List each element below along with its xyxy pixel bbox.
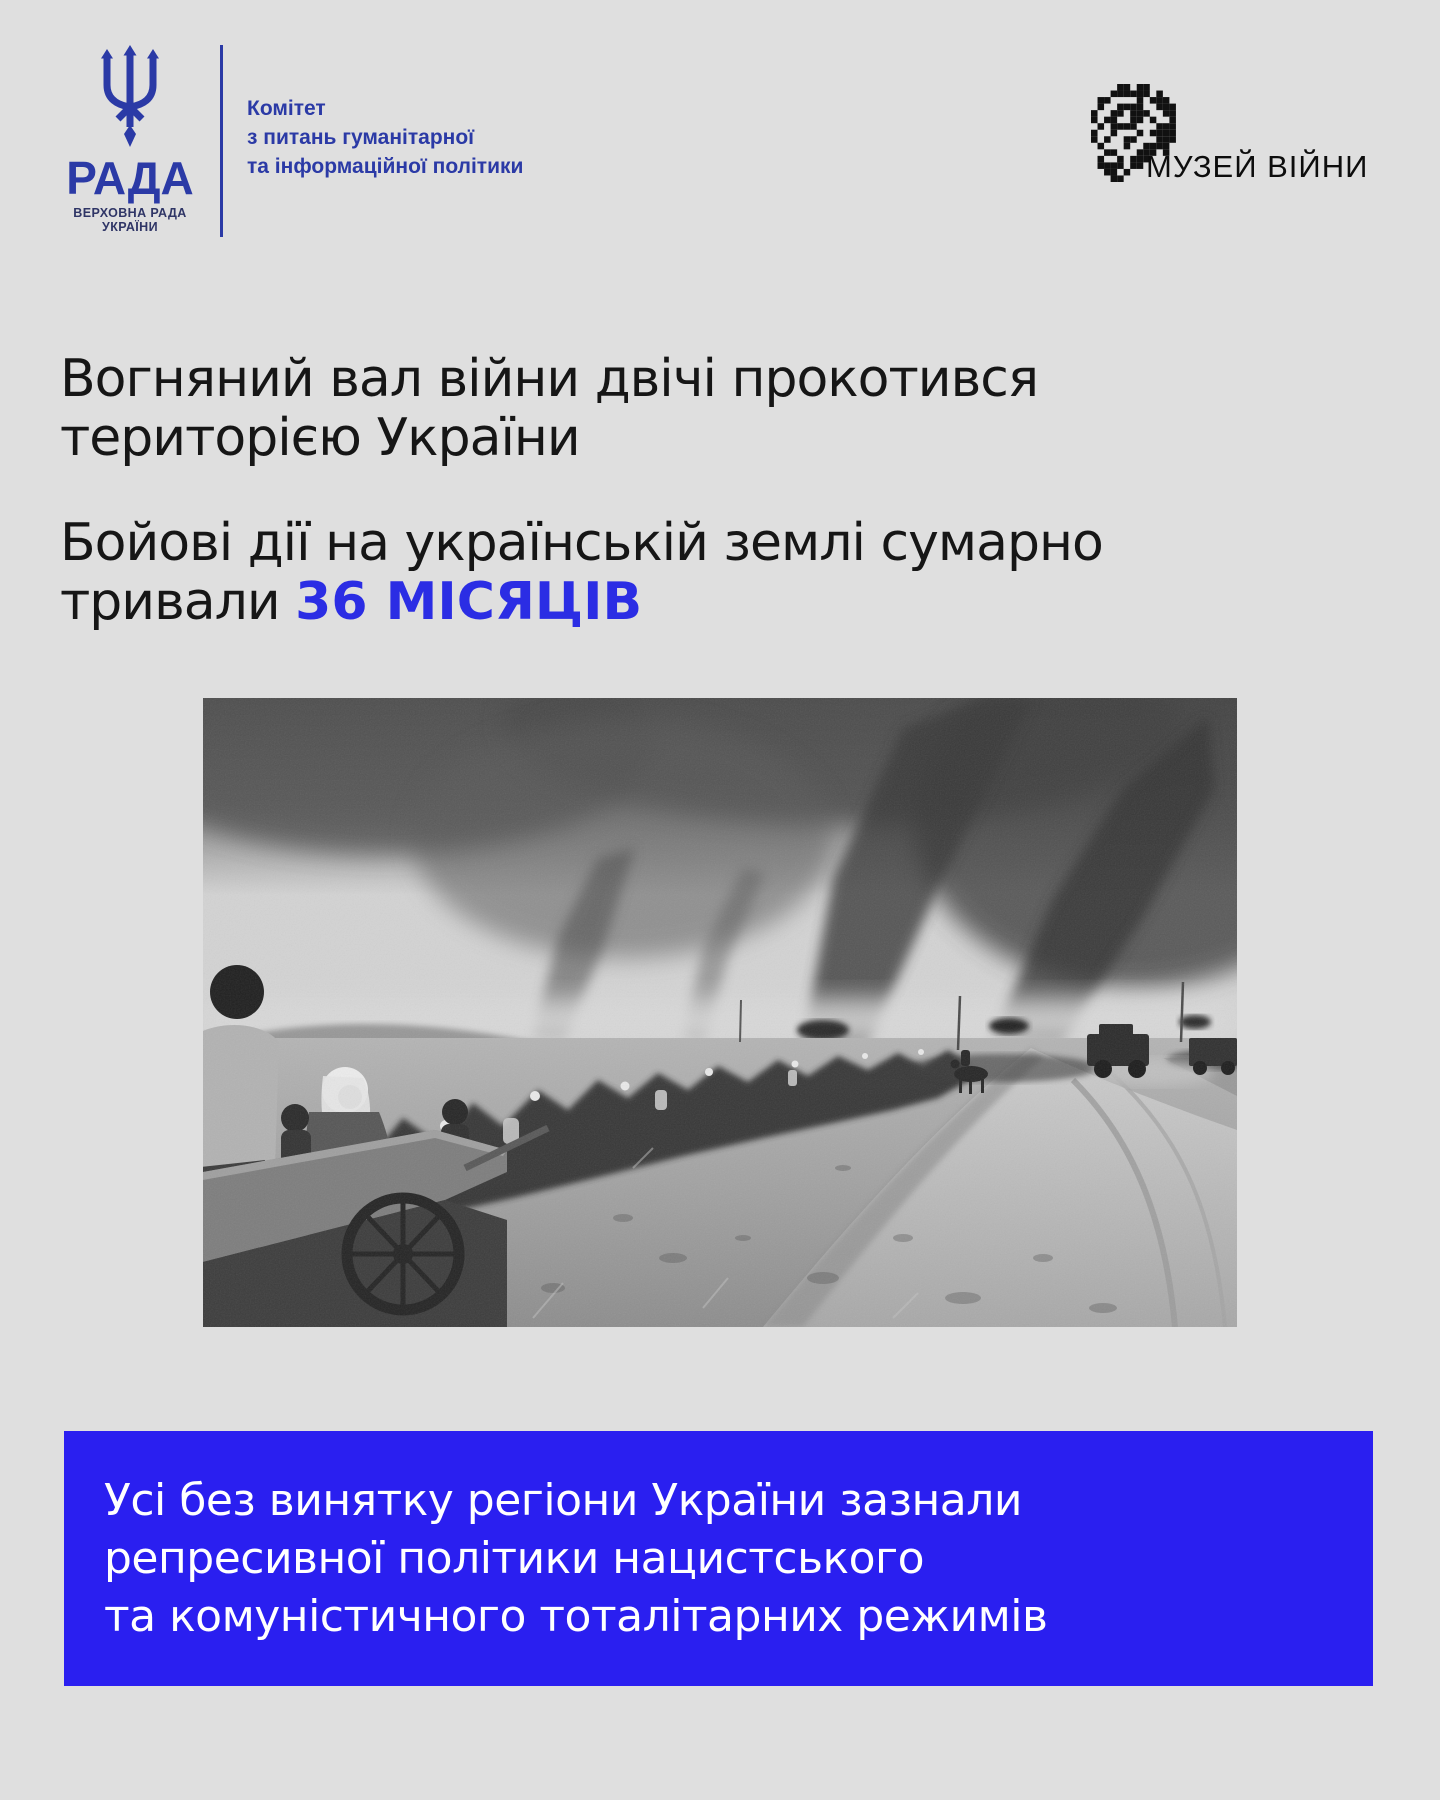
rada-logo — [66, 45, 194, 234]
rada-tagline-line1: ВЕРХОВНА РАДА — [73, 206, 187, 220]
rada-tagline — [66, 206, 194, 234]
headline1-line2: територією України — [60, 408, 580, 468]
historical-photo — [203, 698, 1237, 1327]
banner-line2: репресивної політики нацистського — [104, 1532, 925, 1584]
rada-wordmark: РАДА — [66, 152, 194, 204]
war-museum-logo — [1091, 84, 1401, 194]
conclusion-banner — [64, 1431, 1373, 1686]
headline2-line2-prefix: тривали — [60, 572, 296, 632]
committee-title — [247, 94, 523, 181]
headline1-line1: Вогняний вал війни двічі прокотився — [60, 349, 1039, 409]
header-divider — [220, 45, 223, 237]
duration-highlight: 36 МІСЯЦІВ — [295, 572, 643, 632]
headline2-line1: Бойові дії на українській землі сумарно — [60, 513, 1103, 573]
committee-line3: та інформаційної політики — [247, 155, 524, 178]
committee-line1: Комітет — [247, 97, 326, 120]
trident-icon — [98, 45, 162, 149]
banner-line1: Усі без винятку регіони України зазнали — [104, 1474, 1022, 1526]
rada-tagline-line2: УКРАЇНИ — [102, 220, 158, 234]
headline2-line2 — [60, 573, 1103, 632]
war-museum-label: МУЗЕЙ ВІЙНИ — [1146, 149, 1369, 184]
historical-photo-art — [203, 698, 1237, 1327]
headline-statement-2 — [60, 514, 1103, 632]
banner-line3: та комуністичного тоталітарних режимів — [104, 1590, 1048, 1642]
committee-line2: з питань гуманітарної — [247, 126, 475, 149]
headline-statement-1 — [60, 350, 1038, 468]
